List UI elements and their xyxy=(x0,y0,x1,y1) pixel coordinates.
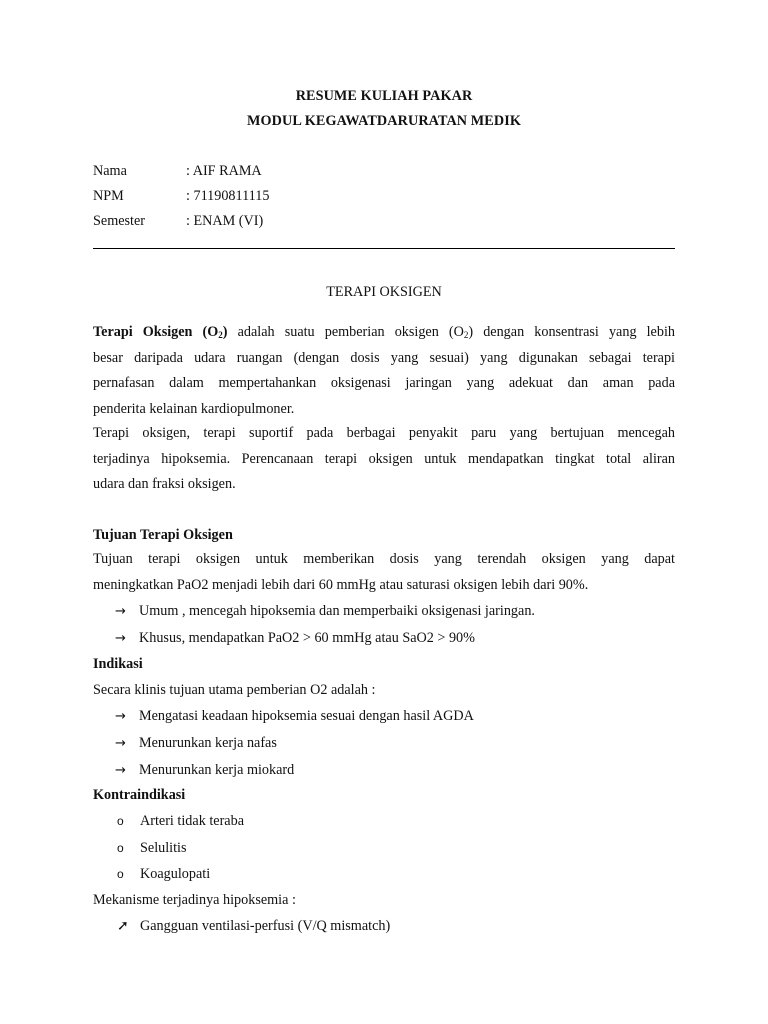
indikasi-intro: Secara klinis tujuan utama pemberian O2 adalah : xyxy=(93,682,376,698)
info-label: Nama xyxy=(93,163,127,179)
para2-line-1: Terapi oksigen, terapi suportif pada berbagai penyakit paru yang bertujuan mencegah xyxy=(93,425,675,441)
section-title: TERAPI OKSIGEN xyxy=(326,284,442,300)
tujuan-item-khusus: → Khusus, mendapatkan PaO2 > 60 mmHg atau SaO2 > 90% xyxy=(115,630,475,646)
kontraindikasi-heading: Kontraindikasi xyxy=(93,787,186,803)
mekanisme-item: ➚ Gangguan ventilasi-perfusi (V/Q mismatch) xyxy=(117,918,391,934)
kontraindikasi-item: o Koagulopati xyxy=(117,866,211,882)
info-label: Semester xyxy=(93,213,146,229)
info-value: : ENAM (VI) xyxy=(186,213,264,229)
arrow-right-icon: → xyxy=(115,604,126,619)
para2-line-3: udara dan fraksi oksigen. xyxy=(93,476,236,492)
arrow-right-icon: → xyxy=(115,763,126,778)
mekanisme-intro: Mekanisme terjadinya hipoksemia : xyxy=(93,892,296,908)
intro-paragraph xyxy=(93,320,675,422)
info-value: : 71190811115 xyxy=(186,188,270,204)
bullet-circle-icon: o xyxy=(117,841,124,855)
tujuan-heading: Tujuan Terapi Oksigen xyxy=(93,527,233,543)
kontraindikasi-item: o Selulitis xyxy=(117,840,187,856)
intro-term: Terapi Oksigen $(O_2)$ xyxy=(93,324,228,340)
paragraph-2 xyxy=(93,421,675,498)
indikasi-item: → Mengatasi keadaan hipoksemia sesuai dengan hasil AGDA xyxy=(115,708,474,724)
tujuan-paragraph xyxy=(93,547,675,598)
document-subtitle: MODUL KEGAWATDARURATAN MEDIK xyxy=(247,113,521,129)
tujuan-line-1: Tujuan terapi oksigen untuk memberikan dosis yang terendah oksigen yang dapat xyxy=(93,551,675,567)
intro-line-3: pernafasan dalam mempertahankan oksigenasi jaringan yang adekuat dan aman pada xyxy=(93,375,675,391)
para2-line-2: terjadinya hipoksemia. Perencanaan terapi oksigen untuk mendapatkan tingkat total aliran xyxy=(93,450,675,467)
arrow-up-right-icon: ➚ xyxy=(117,918,129,934)
info-label: NPM xyxy=(93,188,124,204)
tujuan-line-2: meningkatkan PaO2 menjadi lebih dari 60 mmHg atau saturasi oksigen lebih dari 90%. xyxy=(93,576,589,593)
bullet-circle-icon: o xyxy=(117,867,124,881)
indikasi-heading: Indikasi xyxy=(93,656,143,672)
intro-line-4: penderita kelainan kardiopulmoner. xyxy=(93,400,295,417)
tujuan-item-umum: → Umum , mencegah hipoksemia dan memperbaiki oksigenasi jaringan. xyxy=(115,603,535,619)
intro-line-2: besar daripada udara ruangan (dengan dosis yang sesuai) yang digunakan sebagai terapi xyxy=(93,349,675,366)
bullet-circle-icon: o xyxy=(117,814,124,828)
divider xyxy=(93,248,675,249)
intro-line-1: Terapi Oksigen $(O_2)$ adalah suatu pemberian oksigen $(O_2)$ dengan konsentrasi yang lebih xyxy=(93,324,675,340)
indikasi-item: → Menurunkan kerja nafas xyxy=(115,735,277,751)
indikasi-item: → Menurunkan kerja miokard xyxy=(115,762,295,778)
document-title: RESUME KULIAH PAKAR xyxy=(295,88,473,104)
arrow-right-icon: → xyxy=(115,709,126,724)
arrow-right-icon: → xyxy=(115,736,126,751)
arrow-right-icon: → xyxy=(115,631,126,646)
info-value: : AIF RAMA xyxy=(186,163,262,179)
kontraindikasi-item: o Arteri tidak teraba xyxy=(117,813,244,829)
